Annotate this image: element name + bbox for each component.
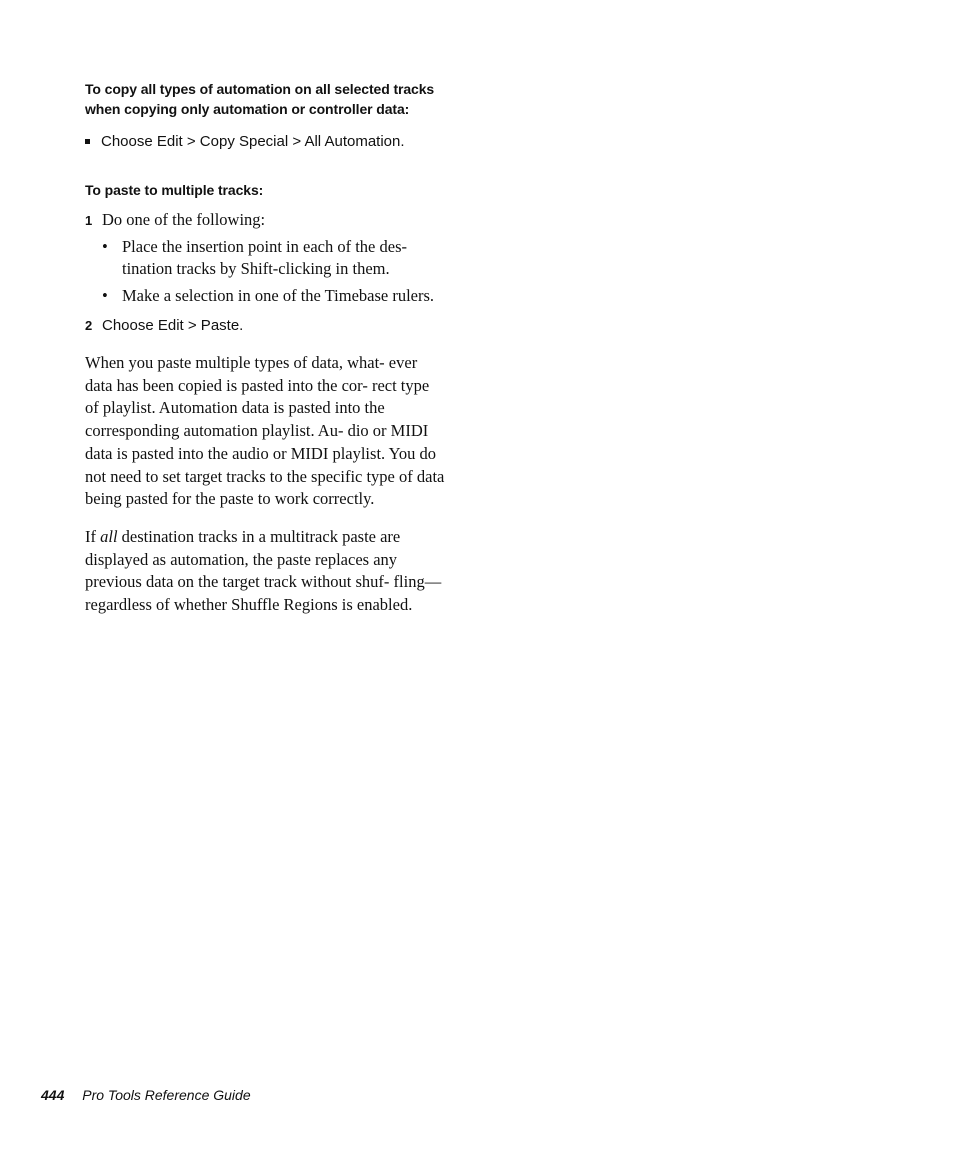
instruction-bullet xyxy=(85,131,447,153)
step-number: 2 xyxy=(85,317,93,333)
sub-bullet-text: Place the insertion point in each of the des- tination tracks by Shift-clicking in them. xyxy=(122,236,407,278)
step-text: Choose Edit > Paste. xyxy=(102,316,244,334)
sub-bullet-item xyxy=(102,285,447,308)
page-column xyxy=(85,79,447,617)
step-text: Do one of the following: xyxy=(102,210,266,229)
sub-bullet-text: Make a selection in one of the Timebase rulers. xyxy=(122,286,435,305)
procedure-heading-paste-multiple: To paste to multiple tracks: xyxy=(85,182,264,198)
body-paragraph xyxy=(85,526,447,617)
sub-bullet-item xyxy=(102,236,447,281)
step-2 xyxy=(85,315,447,338)
step-1 xyxy=(85,209,447,233)
paragraph-lead: If xyxy=(85,526,101,546)
guide-title: Pro Tools Reference Guide xyxy=(82,1087,251,1103)
page-number: 444 xyxy=(41,1087,65,1103)
sub-bullet-list xyxy=(102,236,447,308)
procedure-heading-copy-automation: To copy all types of automation on all selected tracks when copying only automation or controller data: xyxy=(85,81,435,117)
paragraph-rest: destination tracks in a multitrack paste are displayed as automation, the paste replaces any previous data on the target track without shuf- fling—regardless of whether Shuffle Regions is enabled. xyxy=(85,526,442,615)
instruction-text: Choose Edit > Copy Special > All Automation. xyxy=(101,133,405,150)
step-number: 1 xyxy=(85,213,93,228)
round-bullet-icon: • xyxy=(102,286,108,305)
page-footer xyxy=(41,1085,251,1105)
body-paragraph: When you paste multiple types of data, what- ever data has been copied is pasted into the cor- rect type of playlist. Automation data is pasted into the corresponding automation playlist. Au- dio or MIDI data is pasted into the audio or MIDI playlist. You do not need to set target tracks to the specific type of data being pasted for the paste to work correctly. xyxy=(85,353,445,509)
round-bullet-icon: • xyxy=(102,236,108,256)
emphasis-text: all xyxy=(100,526,118,546)
square-bullet-icon xyxy=(85,139,90,144)
